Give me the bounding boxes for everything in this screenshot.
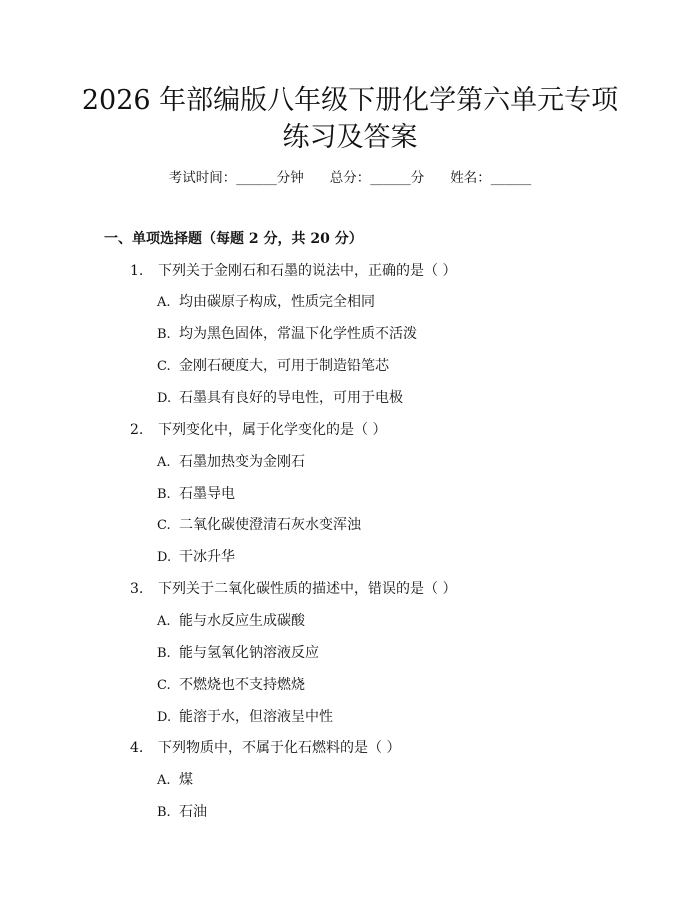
section-heading: 一、单项选择题（每题 2 分，共 20 分） [104,231,363,247]
question-4 [130,739,400,757]
option-1c [157,357,389,376]
option-text: 石墨具有良好的导电性，可用于电极 [179,390,403,406]
option-label: A. [157,773,171,788]
option-text: 石油 [179,804,207,820]
question-text: 下列变化中，属于化学变化的是（ ） [158,422,387,438]
question-number: 2. [130,422,144,438]
option-text: 干冰升华 [179,549,235,565]
option-1a [157,293,375,312]
option-text: 二氧化碳使澄清石灰水变浑浊 [179,517,361,533]
option-label: A. [157,455,171,470]
option-label: D. [157,391,172,406]
exam-time-field: 考试时间：______分钟 [168,170,304,186]
option-2a [157,453,305,472]
option-text: 能与水反应生成碳酸 [179,613,305,629]
option-label: B. [157,487,171,502]
option-text: 不燃烧也不支持燃烧 [179,677,305,693]
option-2c [157,516,361,535]
question-text: 下列物质中，不属于化石燃料的是（ ） [158,740,401,756]
document-title-line1: 2026 年部编版八年级下册化学第六单元专项 [81,85,619,116]
option-text: 金刚石硬度大，可用于制造铅笔芯 [179,358,389,374]
option-3b [157,644,319,663]
option-3a [157,612,305,631]
question-3 [130,580,456,598]
option-3d [157,708,333,727]
question-text: 下列关于金刚石和石墨的说法中，正确的是（ ） [158,263,457,279]
question-2 [130,421,386,439]
option-text: 均由碳原子构成，性质完全相同 [179,294,375,310]
option-1d [157,389,403,408]
option-label: C. [157,359,171,374]
option-1b [157,325,417,344]
question-text: 下列关于二氧化碳性质的描述中，错误的是（ ） [158,581,457,597]
option-2b [157,485,235,504]
question-number: 4. [130,740,144,756]
document-title-line2: 练习及答案 [282,122,418,153]
option-4b [157,803,207,822]
option-text: 均为黑色固体，常温下化学性质不活泼 [179,326,417,342]
option-label: B. [157,646,171,661]
option-label: B. [157,327,171,342]
option-label: D. [157,550,172,565]
question-number: 1. [130,263,144,279]
exam-info [0,169,700,187]
option-label: C. [157,678,171,693]
option-3c [157,676,305,695]
option-text: 煤 [179,772,193,788]
option-label: B. [157,805,171,820]
option-label: D. [157,710,172,725]
question-number: 3. [130,581,144,597]
option-text: 能溶于水，但溶液呈中性 [179,709,333,725]
option-label: C. [157,518,171,533]
exam-score-field: 总分：______分 [329,170,425,186]
option-text: 石墨导电 [179,486,235,502]
option-text: 石墨加热变为金刚石 [179,454,305,470]
option-2d [157,548,235,567]
question-1 [130,262,456,280]
option-label: A. [157,614,171,629]
exam-name-field: 姓名：______ [450,170,532,186]
option-text: 能与氢氧化钠溶液反应 [179,645,319,661]
option-4a [157,771,193,790]
option-label: A. [157,295,171,310]
